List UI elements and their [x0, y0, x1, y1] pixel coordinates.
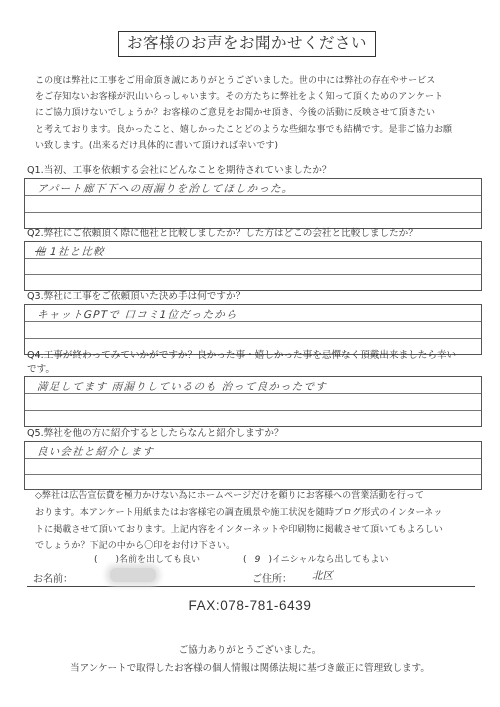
question-4-answer-box[interactable] — [24, 376, 482, 427]
question-5-answer: 良い会社と紹介します — [36, 446, 155, 458]
privacy-text: 当アンケートで取得したお客様の個人情報は関係法規に基づき厳正に管理致します。 — [70, 663, 430, 674]
name-redaction — [110, 568, 156, 582]
answer-line — [25, 410, 481, 411]
address-label: ご住所： — [252, 574, 292, 585]
question-2-label: Q2.弊社にご依頼頂く際に他社と比較しましたか？した方はどこの会社と比較しましたか？ — [27, 228, 418, 239]
question-2-answer: 他 1社と比較 — [34, 246, 106, 258]
intro-text: この度は弊社に工事をご用命頂き誠にありがとうございました。世の中には弊社の存在やサービス をご存知ないお客様が沢山いらっしゃいます。その方たちに弊社をよく知って頂くためのアンケート にご協力頂けないでしょうか？お客様のご意見をお聞かせ頂き、今後の活動に反映させて頂きたい と考えております。良かったこと、嬉しかったことどのような些細な事でも結構です。是非ご協力お願 い致します。(出来るだけ具体的に書いて頂ければ幸いです) — [35, 76, 453, 151]
question-1-answer-box[interactable] — [24, 178, 482, 229]
answer-line — [25, 274, 481, 275]
initial-mark: 9 — [254, 555, 261, 565]
page-title: お客様のお声をお聞かせください — [118, 31, 376, 57]
question-3-answer-box[interactable] — [24, 304, 482, 355]
struck-text: 他 — [34, 246, 46, 258]
question-3-label: Q3.弊社に工事をご依頼頂いた決め手は何ですか？ — [27, 291, 246, 302]
question-5-answer-box[interactable] — [24, 441, 482, 490]
question-5-label: Q5.弊社を他の方に紹介するとしたらなんと紹介しますか？ — [27, 428, 284, 439]
thanks-text: ご協力ありがとうございました。 — [178, 645, 322, 656]
question-4-answer: 満足してます 雨漏りしているのも 治って良かったです — [36, 381, 328, 393]
question-2-answer-box[interactable] — [24, 241, 482, 291]
answer-line — [25, 212, 481, 213]
publication-note: ◇弊社は広告宣伝費を極力かけない為にホームページだけを頼りにお客様への営業活動を行って おります。本アンケート用紙またはお客様宅の調査風景や施工状況を随時ブログ形式のインターネッ トに掲載させて頂いております。上記内容をインターネットや印刷物に掲載させて頂いてもよろしい でしょうか？下記の中から〇印をお付け下さい。 — [35, 491, 443, 552]
option-name-ok[interactable]: ( )名前を出しても良い — [94, 555, 201, 565]
question-3-answer: キャットGPTで 口コミ1位だったから — [36, 309, 239, 321]
fax-number: FAX:078-781-6439 — [188, 598, 312, 613]
option-initial-ok[interactable]: ( 9 )イニシャルなら出してもよい — [243, 555, 389, 565]
question-1-label: Q1.当初、工事を依頼する会社にどんなことを期待されていましたか？ — [27, 165, 332, 176]
name-label: お名前： — [33, 574, 73, 585]
answer-line — [25, 338, 481, 339]
name-address-row — [27, 564, 475, 587]
address-value[interactable]: 北区 — [312, 570, 333, 582]
question-4-label: Q4.工事が終わってみていかがですか？良かった事・嬉しかった事を忌憚なく頂戴出来ましたら幸い です。 — [27, 350, 457, 375]
answer-line — [25, 474, 481, 475]
question-1-answer: アパート廊下下への雨漏りを治してほしかった。 — [36, 183, 294, 195]
